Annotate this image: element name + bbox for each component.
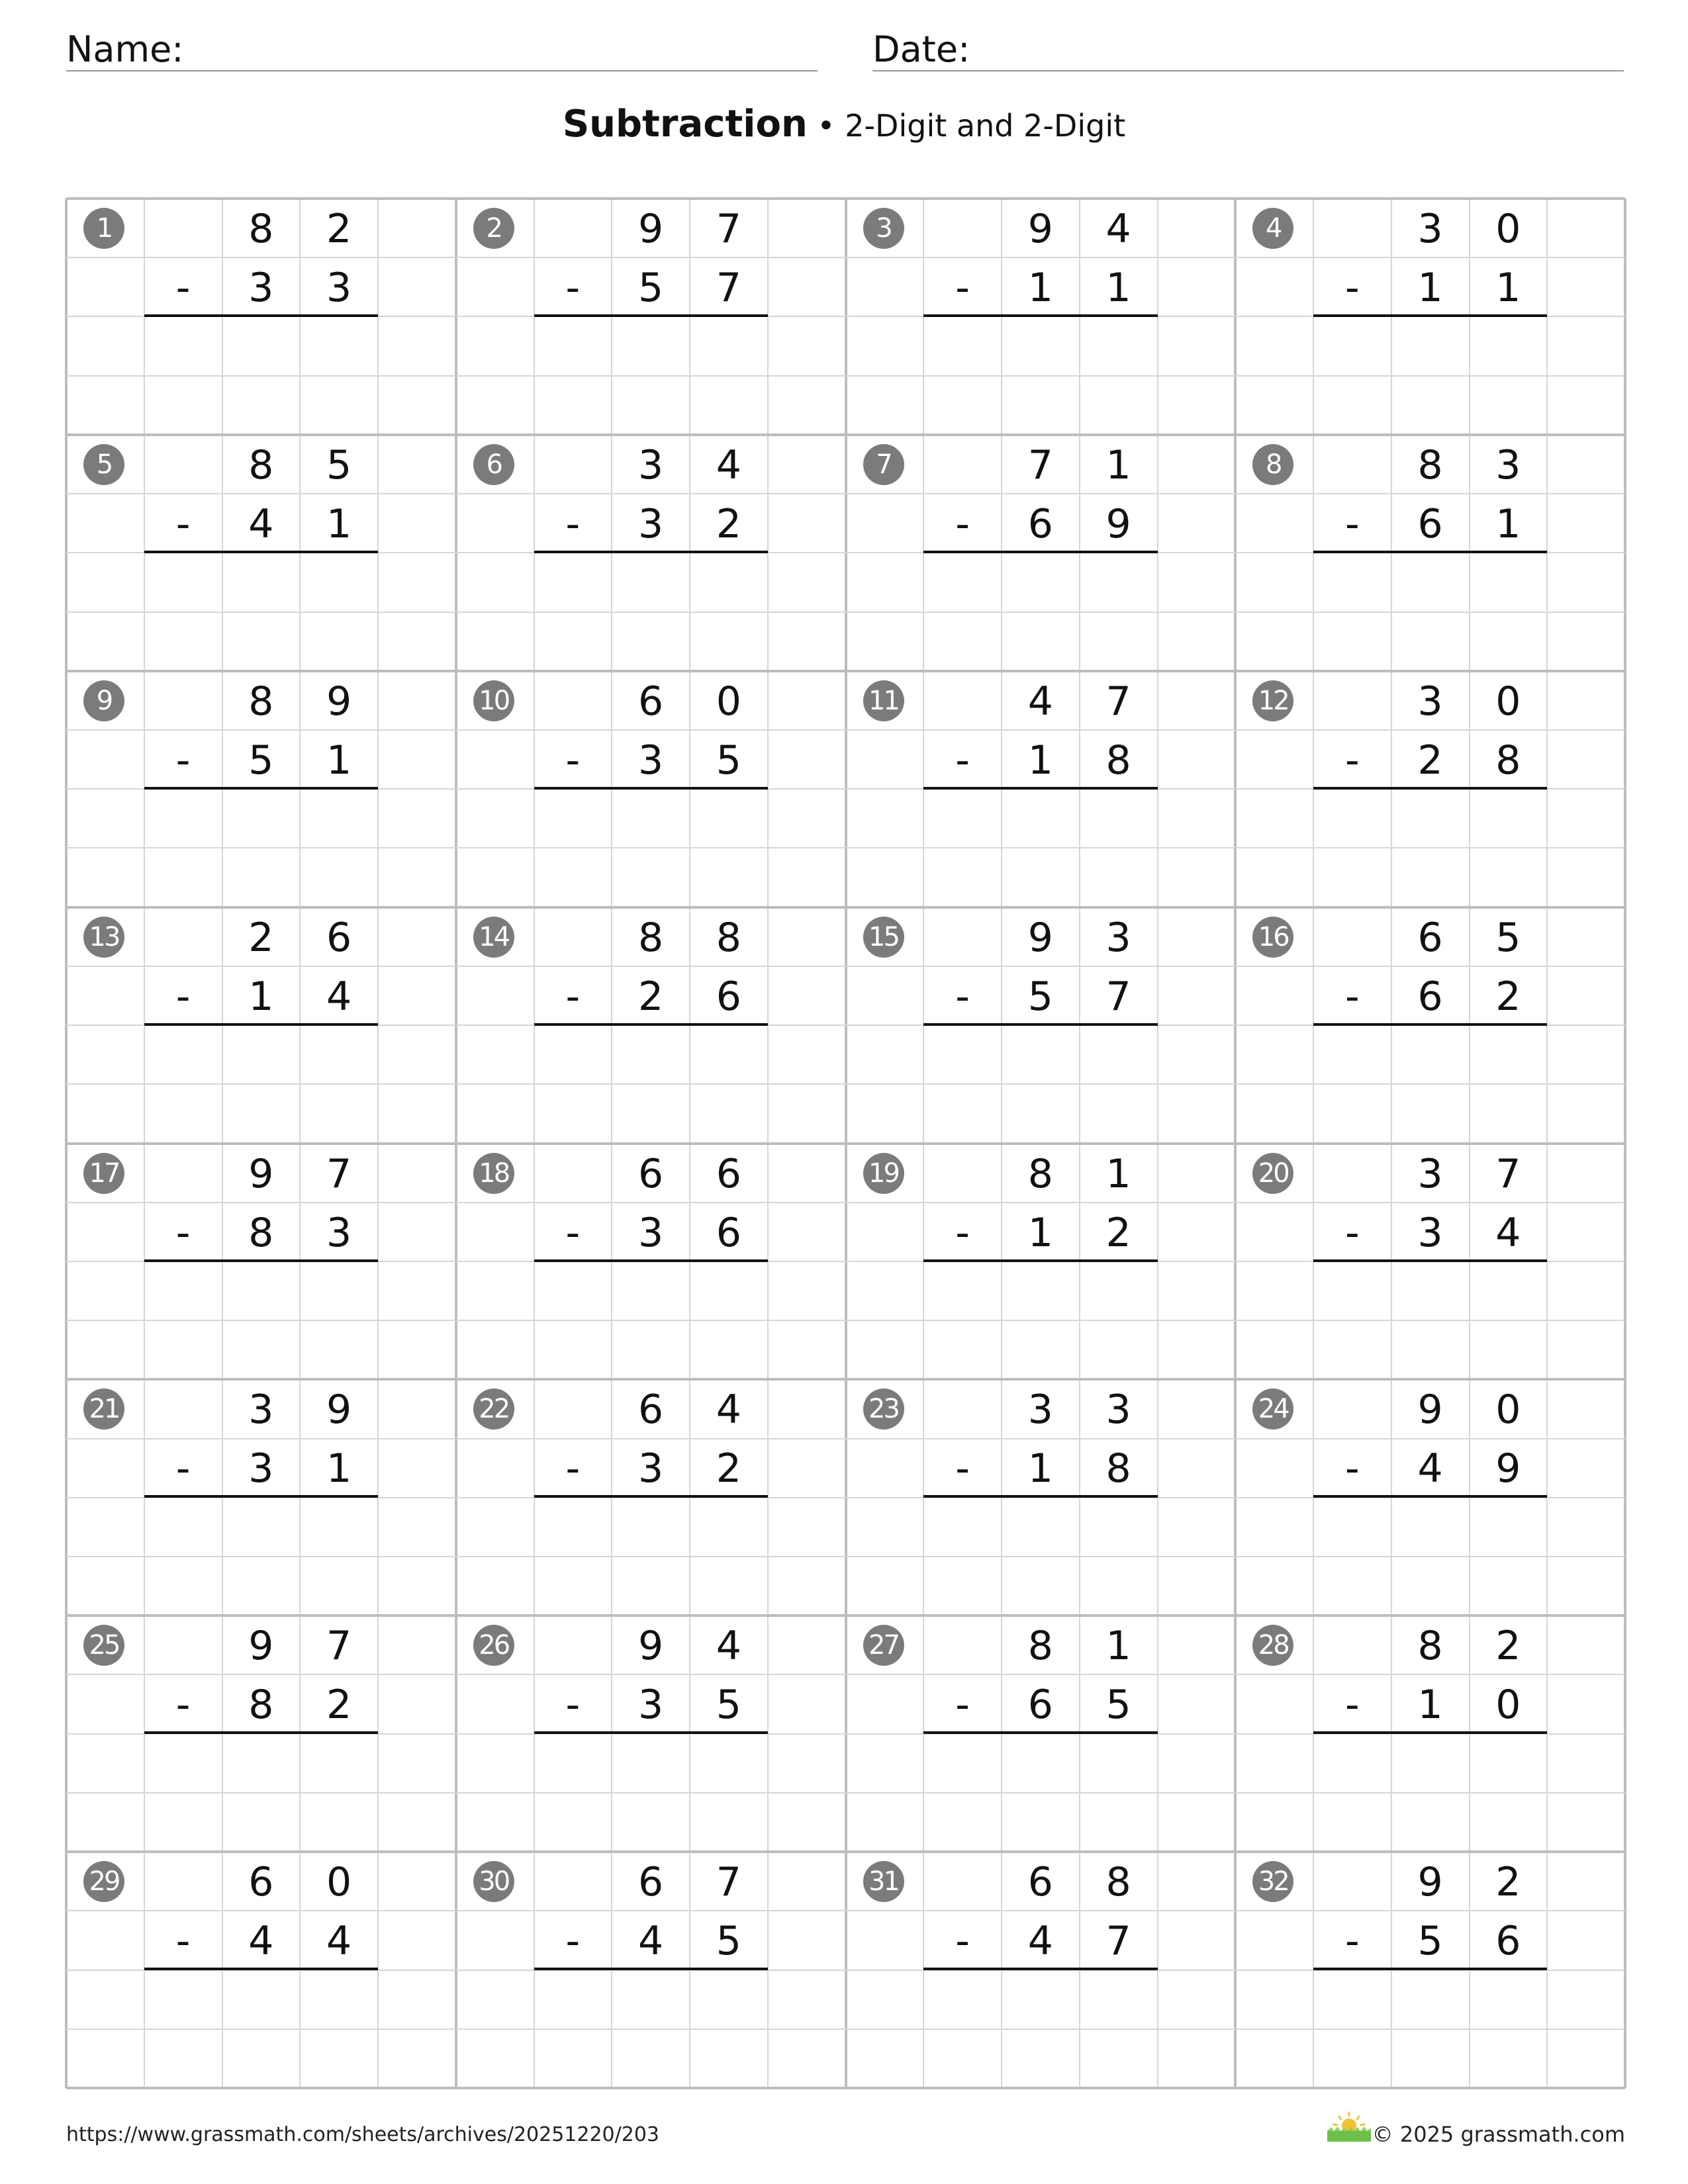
answer-line xyxy=(1313,787,1547,790)
problem-number-badge: 3 xyxy=(863,208,904,249)
minuend-digit: 7 xyxy=(1105,678,1131,725)
minuend-digit: 8 xyxy=(638,914,664,961)
minuend-digit: 7 xyxy=(716,1859,741,1906)
minuend-digit: 9 xyxy=(638,1623,664,1670)
problem xyxy=(846,1144,1236,1380)
subtrahend-digit: 3 xyxy=(638,1209,664,1256)
minus-sign: - xyxy=(175,500,191,547)
answer-line xyxy=(534,1259,768,1262)
subtrahend-digit: 2 xyxy=(638,973,664,1020)
subtrahend-digit: 6 xyxy=(1417,500,1443,547)
minuend-digit: 6 xyxy=(248,1859,274,1906)
subtrahend-digit: 4 xyxy=(1417,1445,1443,1492)
problem xyxy=(1235,1144,1625,1380)
problem xyxy=(1235,907,1625,1144)
minus-sign: - xyxy=(175,1209,191,1256)
answer-line xyxy=(144,1731,378,1734)
minuend-digit: 0 xyxy=(326,1859,352,1906)
minuend-digit: 9 xyxy=(248,1623,274,1670)
problem xyxy=(456,671,846,907)
problem xyxy=(66,907,456,1144)
minus-sign: - xyxy=(955,1445,970,1492)
footer-copyright: © 2025 grassmath.com xyxy=(1372,2122,1625,2147)
subtrahend-digit: 4 xyxy=(326,973,352,1020)
problem-number-badge: 22 xyxy=(473,1388,514,1430)
problem-number-badge: 10 xyxy=(473,680,514,721)
answer-line xyxy=(534,1023,768,1026)
minuend-digit: 3 xyxy=(248,1387,274,1433)
answer-line xyxy=(923,1495,1157,1498)
problem-number-badge: 29 xyxy=(83,1861,124,1902)
minus-sign: - xyxy=(1345,1445,1360,1492)
minuend-digit: 0 xyxy=(1495,206,1521,252)
answer-line xyxy=(1313,1259,1547,1262)
subtrahend-digit: 2 xyxy=(1417,737,1443,784)
worksheet-grid xyxy=(66,199,1625,2088)
subtrahend-digit: 6 xyxy=(1417,973,1443,1020)
answer-line xyxy=(923,551,1157,553)
minus-sign: - xyxy=(1345,973,1360,1020)
title-main: Subtraction xyxy=(562,103,808,146)
footer-url: https://www.grassmath.com/sheets/archives/20251220/203 xyxy=(66,2123,660,2146)
problem-number-badge: 15 xyxy=(863,917,904,958)
minus-sign: - xyxy=(175,1918,191,1965)
subtrahend-digit: 9 xyxy=(1495,1445,1521,1492)
subtrahend-digit: 2 xyxy=(326,1682,352,1729)
minuend-digit: 3 xyxy=(638,441,664,488)
problem xyxy=(66,1852,456,2088)
problem xyxy=(1235,199,1625,435)
answer-line xyxy=(1313,1968,1547,1970)
subtrahend-digit: 6 xyxy=(716,1209,741,1256)
answer-line xyxy=(534,551,768,553)
minuend-digit: 6 xyxy=(1027,1859,1053,1906)
subtrahend-digit: 1 xyxy=(1417,265,1443,311)
minuend-digit: 3 xyxy=(1495,441,1521,488)
answer-line xyxy=(144,314,378,317)
subtrahend-digit: 5 xyxy=(716,1918,741,1965)
minus-sign: - xyxy=(175,737,191,784)
minuend-digit: 4 xyxy=(1105,206,1131,252)
minuend-digit: 3 xyxy=(1105,1387,1131,1433)
problem xyxy=(66,1144,456,1380)
subtrahend-digit: 4 xyxy=(248,500,274,547)
problem xyxy=(846,1615,1236,1852)
answer-line xyxy=(923,1968,1157,1970)
subtrahend-digit: 2 xyxy=(716,500,741,547)
minuend-digit: 0 xyxy=(716,678,741,725)
problem xyxy=(456,435,846,671)
answer-line xyxy=(534,314,768,317)
minuend-digit: 3 xyxy=(1417,1150,1443,1197)
answer-line xyxy=(534,1968,768,1970)
subtrahend-digit: 8 xyxy=(1105,1445,1131,1492)
subtrahend-digit: 1 xyxy=(326,737,352,784)
minuend-digit: 3 xyxy=(1105,914,1131,961)
minuend-digit: 8 xyxy=(1417,441,1443,488)
problem-number-badge: 2 xyxy=(473,208,514,249)
subtrahend-digit: 5 xyxy=(638,265,664,311)
subtrahend-digit: 4 xyxy=(248,1918,274,1965)
minuend-digit: 6 xyxy=(638,1387,664,1433)
subtrahend-digit: 8 xyxy=(1105,737,1131,784)
problem-number-badge: 30 xyxy=(473,1861,514,1902)
minuend-digit: 4 xyxy=(1027,678,1053,725)
answer-line xyxy=(923,1259,1157,1262)
problem-number-badge: 4 xyxy=(1252,208,1293,249)
minuend-digit: 4 xyxy=(716,1387,741,1433)
minuend-digit: 7 xyxy=(1495,1150,1521,1197)
answer-line xyxy=(923,314,1157,317)
minus-sign: - xyxy=(175,1682,191,1729)
minus-sign: - xyxy=(955,1209,970,1256)
minuend-digit: 7 xyxy=(716,206,741,252)
problem xyxy=(846,1379,1236,1615)
minuend-digit: 6 xyxy=(638,1150,664,1197)
subtrahend-digit: 1 xyxy=(326,500,352,547)
subtrahend-digit: 4 xyxy=(638,1918,664,1965)
problem xyxy=(1235,671,1625,907)
minuend-digit: 8 xyxy=(716,914,741,961)
subtrahend-digit: 6 xyxy=(1495,1918,1521,1965)
subtrahend-digit: 3 xyxy=(638,737,664,784)
minuend-digit: 3 xyxy=(1417,678,1443,725)
minus-sign: - xyxy=(955,1918,970,1965)
subtrahend-digit: 7 xyxy=(716,265,741,311)
minuend-digit: 9 xyxy=(248,1150,274,1197)
problem-number-badge: 13 xyxy=(83,917,124,958)
minuend-digit: 4 xyxy=(716,1623,741,1670)
problem-number-badge: 8 xyxy=(1252,444,1293,485)
problem xyxy=(846,435,1236,671)
subtrahend-digit: 1 xyxy=(1495,500,1521,547)
subtrahend-digit: 1 xyxy=(248,973,274,1020)
name-field[interactable] xyxy=(66,24,818,71)
worksheet-title xyxy=(0,103,1688,146)
answer-line xyxy=(1313,1731,1547,1734)
answer-line xyxy=(1313,1495,1547,1498)
subtrahend-digit: 3 xyxy=(638,500,664,547)
minuend-digit: 8 xyxy=(248,206,274,252)
date-label: Date: xyxy=(872,28,970,70)
subtrahend-digit: 3 xyxy=(248,1445,274,1492)
subtrahend-digit: 8 xyxy=(248,1682,274,1729)
minus-sign: - xyxy=(565,500,581,547)
minuend-digit: 6 xyxy=(638,678,664,725)
grass-sun-logo-icon xyxy=(1326,2111,1372,2143)
minuend-digit: 6 xyxy=(1417,914,1443,961)
subtrahend-digit: 1 xyxy=(1417,1682,1443,1729)
answer-line xyxy=(534,1731,768,1734)
minus-sign: - xyxy=(1345,1918,1360,1965)
minuend-digit: 5 xyxy=(326,441,352,488)
minuend-digit: 6 xyxy=(326,914,352,961)
problem-number-badge: 11 xyxy=(863,680,904,721)
problem-number-badge: 12 xyxy=(1252,680,1293,721)
subtrahend-digit: 2 xyxy=(716,1445,741,1492)
minuend-digit: 3 xyxy=(1417,206,1443,252)
minuend-digit: 2 xyxy=(326,206,352,252)
problem-number-badge: 21 xyxy=(83,1388,124,1430)
minuend-digit: 7 xyxy=(326,1623,352,1670)
minus-sign: - xyxy=(1345,500,1360,547)
answer-line xyxy=(1313,1023,1547,1026)
answer-line xyxy=(144,1968,378,1970)
subtrahend-digit: 4 xyxy=(1495,1209,1521,1256)
name-label: Name: xyxy=(66,28,184,70)
minuend-digit: 9 xyxy=(326,1387,352,1433)
minus-sign: - xyxy=(565,265,581,311)
problem xyxy=(66,1379,456,1615)
subtrahend-digit: 5 xyxy=(248,737,274,784)
minuend-digit: 8 xyxy=(1027,1150,1053,1197)
problem-number-badge: 24 xyxy=(1252,1388,1293,1430)
date-field[interactable] xyxy=(872,24,1624,71)
problem-number-badge: 25 xyxy=(83,1625,124,1666)
subtrahend-digit: 1 xyxy=(1105,265,1131,311)
minuend-digit: 0 xyxy=(1495,678,1521,725)
minuend-digit: 6 xyxy=(638,1859,664,1906)
minus-sign: - xyxy=(565,1682,581,1729)
minus-sign: - xyxy=(565,1918,581,1965)
problem xyxy=(456,907,846,1144)
problem xyxy=(66,1615,456,1852)
minuend-digit: 9 xyxy=(1417,1859,1443,1906)
minuend-digit: 1 xyxy=(1105,441,1131,488)
problem xyxy=(1235,1379,1625,1615)
subtrahend-digit: 2 xyxy=(1105,1209,1131,1256)
minus-sign: - xyxy=(1345,737,1360,784)
problem-number-badge: 9 xyxy=(83,680,124,721)
subtrahend-digit: 2 xyxy=(1495,973,1521,1020)
minuend-digit: 8 xyxy=(1027,1623,1053,1670)
minus-sign: - xyxy=(955,973,970,1020)
minuend-digit: 3 xyxy=(1027,1387,1053,1433)
minuend-digit: 8 xyxy=(1417,1623,1443,1670)
problem xyxy=(456,1852,846,2088)
subtrahend-digit: 6 xyxy=(1027,500,1053,547)
answer-line xyxy=(144,1023,378,1026)
problem-number-badge: 19 xyxy=(863,1153,904,1194)
problem xyxy=(456,1144,846,1380)
problem-number-badge: 18 xyxy=(473,1153,514,1194)
minuend-digit: 2 xyxy=(248,914,274,961)
minuend-digit: 2 xyxy=(1495,1623,1521,1670)
problem-number-badge: 16 xyxy=(1252,917,1293,958)
problem xyxy=(456,1615,846,1852)
minuend-digit: 5 xyxy=(1495,914,1521,961)
minuend-digit: 7 xyxy=(326,1150,352,1197)
minus-sign: - xyxy=(565,1209,581,1256)
problem-number-badge: 27 xyxy=(863,1625,904,1666)
minuend-digit: 2 xyxy=(1495,1859,1521,1906)
problem-number-badge: 23 xyxy=(863,1388,904,1430)
minuend-digit: 7 xyxy=(1027,441,1053,488)
minus-sign: - xyxy=(175,1445,191,1492)
minus-sign: - xyxy=(955,737,970,784)
minus-sign: - xyxy=(1345,1209,1360,1256)
problem xyxy=(456,199,846,435)
minus-sign: - xyxy=(1345,265,1360,311)
problem xyxy=(846,199,1236,435)
problem xyxy=(1235,435,1625,671)
answer-line xyxy=(144,1495,378,1498)
problem xyxy=(846,1852,1236,2088)
minuend-digit: 8 xyxy=(1105,1859,1131,1906)
subtrahend-digit: 5 xyxy=(1417,1918,1443,1965)
subtrahend-digit: 5 xyxy=(716,1682,741,1729)
minus-sign: - xyxy=(175,265,191,311)
minuend-digit: 9 xyxy=(1027,206,1053,252)
problem xyxy=(66,435,456,671)
problem-number-badge: 26 xyxy=(473,1625,514,1666)
problem-number-badge: 7 xyxy=(863,444,904,485)
subtrahend-digit: 1 xyxy=(1027,737,1053,784)
subtrahend-digit: 1 xyxy=(1027,1445,1053,1492)
problem-number-badge: 17 xyxy=(83,1153,124,1194)
minuend-digit: 4 xyxy=(716,441,741,488)
minuend-digit: 1 xyxy=(1105,1623,1131,1670)
title-subtitle: • 2-Digit and 2-Digit xyxy=(807,108,1126,144)
answer-line xyxy=(144,1259,378,1262)
subtrahend-digit: 1 xyxy=(1027,265,1053,311)
minuend-digit: 0 xyxy=(1495,1387,1521,1433)
problem xyxy=(846,907,1236,1144)
subtrahend-digit: 3 xyxy=(248,265,274,311)
subtrahend-digit: 4 xyxy=(1027,1918,1053,1965)
minuend-digit: 8 xyxy=(248,441,274,488)
problem-number-badge: 6 xyxy=(473,444,514,485)
minuend-digit: 9 xyxy=(1027,914,1053,961)
answer-line xyxy=(1313,551,1547,553)
minus-sign: - xyxy=(565,973,581,1020)
problem-number-badge: 32 xyxy=(1252,1861,1293,1902)
answer-line xyxy=(534,1495,768,1498)
minus-sign: - xyxy=(955,265,970,311)
answer-line xyxy=(1313,314,1547,317)
problem xyxy=(846,671,1236,907)
subtrahend-digit: 8 xyxy=(248,1209,274,1256)
subtrahend-digit: 5 xyxy=(1027,973,1053,1020)
subtrahend-digit: 1 xyxy=(1027,1209,1053,1256)
subtrahend-digit: 0 xyxy=(1495,1682,1521,1729)
subtrahend-digit: 7 xyxy=(1105,1918,1131,1965)
subtrahend-digit: 1 xyxy=(1495,265,1521,311)
problem-number-badge: 14 xyxy=(473,917,514,958)
answer-line xyxy=(144,787,378,790)
subtrahend-digit: 3 xyxy=(638,1682,664,1729)
minuend-digit: 9 xyxy=(1417,1387,1443,1433)
subtrahend-digit: 8 xyxy=(1495,737,1521,784)
minuend-digit: 8 xyxy=(248,678,274,725)
problem xyxy=(66,671,456,907)
subtrahend-digit: 1 xyxy=(326,1445,352,1492)
subtrahend-digit: 3 xyxy=(326,265,352,311)
subtrahend-digit: 6 xyxy=(1027,1682,1053,1729)
subtrahend-digit: 6 xyxy=(716,973,741,1020)
answer-line xyxy=(534,787,768,790)
minus-sign: - xyxy=(1345,1682,1360,1729)
subtrahend-digit: 5 xyxy=(1105,1682,1131,1729)
minus-sign: - xyxy=(955,500,970,547)
problem xyxy=(1235,1615,1625,1852)
problem xyxy=(1235,1852,1625,2088)
answer-line xyxy=(923,1731,1157,1734)
problem-number-badge: 28 xyxy=(1252,1625,1293,1666)
subtrahend-digit: 3 xyxy=(1417,1209,1443,1256)
subtrahend-digit: 9 xyxy=(1105,500,1131,547)
answer-line xyxy=(923,787,1157,790)
problem xyxy=(456,1379,846,1615)
minuend-digit: 9 xyxy=(326,678,352,725)
subtrahend-digit: 7 xyxy=(1105,973,1131,1020)
problem-number-badge: 1 xyxy=(83,208,124,249)
minuend-digit: 1 xyxy=(1105,1150,1131,1197)
subtrahend-digit: 4 xyxy=(326,1918,352,1965)
answer-line xyxy=(923,1023,1157,1026)
subtrahend-digit: 5 xyxy=(716,737,741,784)
minus-sign: - xyxy=(565,737,581,784)
answer-line xyxy=(144,551,378,553)
problem-number-badge: 20 xyxy=(1252,1153,1293,1194)
minuend-digit: 6 xyxy=(716,1150,741,1197)
minus-sign: - xyxy=(565,1445,581,1492)
problem-number-badge: 31 xyxy=(863,1861,904,1902)
subtrahend-digit: 3 xyxy=(326,1209,352,1256)
minus-sign: - xyxy=(175,973,191,1020)
minuend-digit: 9 xyxy=(638,206,664,252)
subtrahend-digit: 3 xyxy=(638,1445,664,1492)
problem-number-badge: 5 xyxy=(83,444,124,485)
minus-sign: - xyxy=(955,1682,970,1729)
problem xyxy=(66,199,456,435)
